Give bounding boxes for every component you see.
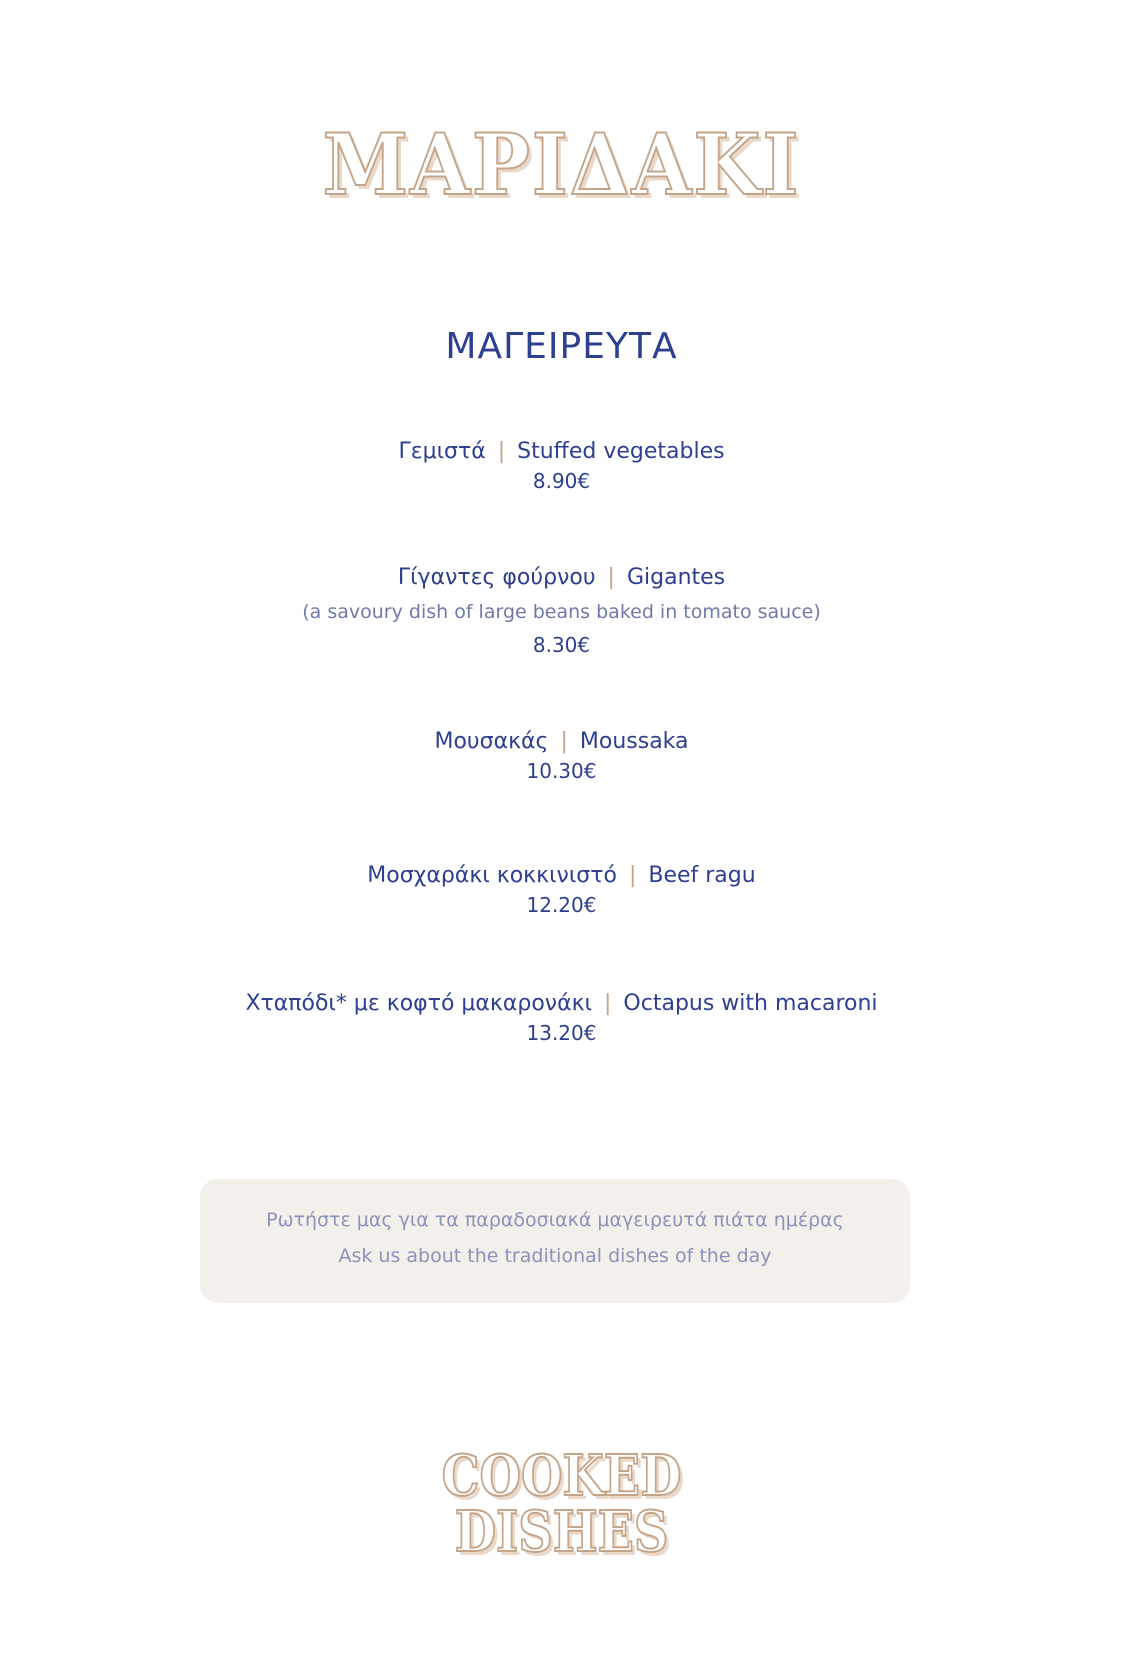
note-greek: Ρωτήστε μας για τα παραδοσιακά μαγειρευτά πιάτα ημέρας bbox=[266, 1209, 844, 1231]
item-name-english: Gigantes bbox=[626, 565, 726, 590]
item-name-english: Moussaka bbox=[579, 729, 689, 754]
item-name-line bbox=[0, 728, 1123, 756]
item-name-greek: Χταπόδι* με κοφτό μακαρονάκι bbox=[245, 991, 592, 1016]
item-price: 8.90€ bbox=[532, 469, 591, 493]
item-name-greek: Μουσακάς bbox=[434, 729, 549, 754]
item-name-english: Stuffed vegetables bbox=[517, 439, 725, 464]
item-name-greek: Γεμιστά bbox=[398, 439, 486, 464]
restaurant-logo: ΜΑΡΙΔΑΚΙ bbox=[322, 115, 801, 214]
logo-line-dishes: DISHES bbox=[454, 1499, 669, 1565]
note-english: Ask us about the traditional dishes of the day bbox=[338, 1245, 772, 1267]
item-price: 8.30€ bbox=[532, 633, 591, 657]
menu-item bbox=[0, 438, 1123, 494]
menu-item bbox=[0, 728, 1123, 784]
item-name-english: Octapus with macaroni bbox=[623, 991, 878, 1016]
menu-item bbox=[0, 564, 1123, 658]
separator: | bbox=[497, 439, 506, 464]
item-name-greek: Γίγαντες φούρνου bbox=[397, 565, 596, 590]
separator: | bbox=[607, 565, 615, 590]
logo-line-cooked: COOKED bbox=[441, 1443, 682, 1509]
separator: | bbox=[628, 863, 637, 888]
item-description: (a savoury dish of large beans baked in tomato sauce) bbox=[302, 601, 821, 623]
daily-dishes-note bbox=[200, 1179, 910, 1303]
item-price: 13.20€ bbox=[526, 1021, 597, 1045]
item-name-line bbox=[0, 564, 1123, 592]
item-name-greek: Μοσχαράκι κοκκινιστό bbox=[367, 863, 617, 888]
menu-item bbox=[0, 990, 1123, 1046]
item-price: 10.30€ bbox=[526, 759, 597, 783]
item-price: 12.20€ bbox=[526, 893, 597, 917]
item-name-line bbox=[0, 990, 1123, 1018]
item-name-line bbox=[0, 438, 1123, 466]
item-name-line bbox=[0, 862, 1123, 890]
item-name-english: Beef ragu bbox=[648, 863, 756, 888]
section-title: ΜΑΓΕΙΡΕΥΤΑ bbox=[445, 326, 678, 367]
menu-item bbox=[0, 862, 1123, 918]
separator: | bbox=[560, 729, 568, 754]
separator: | bbox=[604, 991, 612, 1016]
cooked-dishes-logo bbox=[84, 1443, 1039, 1565]
